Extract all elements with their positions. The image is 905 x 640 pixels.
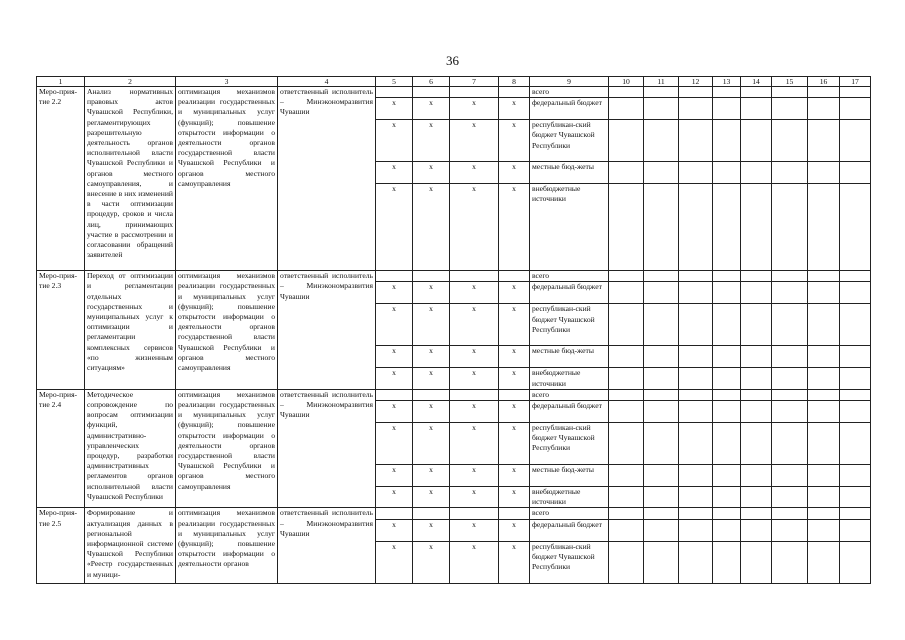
header-cell: 14 <box>741 77 772 87</box>
x-mark-cell <box>499 389 530 400</box>
x-mark-cell: x <box>376 98 413 120</box>
value-cell <box>772 519 808 541</box>
x-mark-cell <box>499 87 530 98</box>
value-cell <box>808 508 840 519</box>
x-mark-cell: x <box>376 282 413 304</box>
activity-name: Формирование и актуализация данных в региональной информационной системе Чувашской Республики «Реестр государственных и муници- <box>85 508 176 583</box>
x-mark-cell: x <box>499 423 530 465</box>
funding-source: местные бюд-жеты <box>530 465 609 487</box>
value-cell <box>741 98 772 120</box>
value-cell <box>644 282 679 304</box>
value-cell <box>772 98 808 120</box>
value-cell <box>609 423 644 465</box>
value-cell <box>808 271 840 282</box>
value-cell <box>679 487 713 508</box>
value-cell <box>679 465 713 487</box>
value-cell <box>840 184 871 271</box>
value-cell <box>808 346 840 368</box>
table-row <box>37 271 871 282</box>
header-cell: 17 <box>840 77 871 87</box>
value-cell <box>808 304 840 346</box>
x-mark-cell: x <box>413 368 450 389</box>
x-mark-cell: x <box>450 184 499 271</box>
value-cell <box>609 184 644 271</box>
x-mark-cell: x <box>450 98 499 120</box>
value-cell <box>808 465 840 487</box>
value-cell <box>713 465 741 487</box>
value-cell <box>772 304 808 346</box>
value-cell <box>840 368 871 389</box>
x-mark-cell: x <box>499 519 530 541</box>
value-cell <box>713 271 741 282</box>
value-cell <box>808 389 840 400</box>
x-mark-cell <box>499 271 530 282</box>
funding-source: федеральный бюджет <box>530 401 609 423</box>
value-cell <box>772 389 808 400</box>
value-cell <box>644 98 679 120</box>
value-cell <box>609 519 644 541</box>
x-mark-cell: x <box>413 401 450 423</box>
value-cell <box>609 282 644 304</box>
activity-executor: ответственный исполнитель – Минэкономразвития Чувашии <box>278 389 376 508</box>
x-mark-cell: x <box>450 401 499 423</box>
table-row <box>37 87 871 98</box>
value-cell <box>741 519 772 541</box>
x-mark-cell <box>413 508 450 519</box>
table-row <box>37 389 871 400</box>
value-cell <box>741 87 772 98</box>
funding-source: республикан-ский бюджет Чувашской Республики <box>530 120 609 162</box>
value-cell <box>609 346 644 368</box>
value-cell <box>679 368 713 389</box>
x-mark-cell <box>376 87 413 98</box>
value-cell <box>644 162 679 184</box>
x-mark-cell: x <box>413 346 450 368</box>
value-cell <box>840 87 871 98</box>
x-mark-cell: x <box>413 120 450 162</box>
x-mark-cell: x <box>376 401 413 423</box>
funding-source: всего <box>530 389 609 400</box>
x-mark-cell <box>499 508 530 519</box>
value-cell <box>840 282 871 304</box>
value-cell <box>840 162 871 184</box>
value-cell <box>644 87 679 98</box>
value-cell <box>840 519 871 541</box>
value-cell <box>644 541 679 583</box>
x-mark-cell: x <box>413 282 450 304</box>
value-cell <box>741 120 772 162</box>
x-mark-cell <box>450 87 499 98</box>
x-mark-cell: x <box>450 465 499 487</box>
value-cell <box>741 304 772 346</box>
value-cell <box>772 184 808 271</box>
value-cell <box>679 184 713 271</box>
value-cell <box>741 389 772 400</box>
value-cell <box>840 271 871 282</box>
x-mark-cell: x <box>450 346 499 368</box>
funding-source: республикан-ский бюджет Чувашской Республики <box>530 304 609 346</box>
value-cell <box>741 465 772 487</box>
activity-label: Меро-прия-тие 2.5 <box>37 508 85 583</box>
x-mark-cell: x <box>450 282 499 304</box>
activity-goal: оптимизация механизмов реализации государственных и муниципальных услуг (функций); повышение открытости информации о деятельности органов государственной власти Чувашской Республики и органов местного самоуправления <box>176 87 278 271</box>
value-cell <box>741 487 772 508</box>
value-cell <box>713 98 741 120</box>
header-cell: 15 <box>772 77 808 87</box>
value-cell <box>609 487 644 508</box>
x-mark-cell: x <box>499 487 530 508</box>
value-cell <box>644 465 679 487</box>
value-cell <box>741 271 772 282</box>
value-cell <box>840 541 871 583</box>
value-cell <box>609 98 644 120</box>
value-cell <box>713 487 741 508</box>
funding-source: местные бюд-жеты <box>530 162 609 184</box>
activity-label: Меро-прия-тие 2.3 <box>37 271 85 390</box>
value-cell <box>713 120 741 162</box>
funding-source: республикан-ский бюджет Чувашской Республики <box>530 541 609 583</box>
page-number: 36 <box>446 53 459 68</box>
funding-source: всего <box>530 508 609 519</box>
value-cell <box>840 487 871 508</box>
value-cell <box>713 368 741 389</box>
value-cell <box>713 508 741 519</box>
activity-executor: ответственный исполнитель – Минэкономразвития Чувашии <box>278 87 376 271</box>
value-cell <box>713 282 741 304</box>
x-mark-cell: x <box>450 519 499 541</box>
value-cell <box>609 304 644 346</box>
value-cell <box>808 282 840 304</box>
x-mark-cell: x <box>376 184 413 271</box>
value-cell <box>808 541 840 583</box>
x-mark-cell: x <box>376 368 413 389</box>
header-cell: 4 <box>278 77 376 87</box>
activity-executor: ответственный исполнитель – Минэкономразвития Чувашии <box>278 271 376 390</box>
x-mark-cell <box>450 389 499 400</box>
activity-label: Меро-прия-тие 2.2 <box>37 87 85 271</box>
header-cell: 7 <box>450 77 499 87</box>
x-mark-cell: x <box>413 519 450 541</box>
x-mark-cell: x <box>413 423 450 465</box>
value-cell <box>644 271 679 282</box>
activity-goal: оптимизация механизмов реализации государственных и муниципальных услуг (функций); повышение открытости информации о деятельности органов государственной власти Чувашской Республики и органов местного самоуправления <box>176 271 278 390</box>
value-cell <box>772 282 808 304</box>
value-cell <box>772 401 808 423</box>
x-mark-cell: x <box>376 346 413 368</box>
value-cell <box>644 120 679 162</box>
x-mark-cell: x <box>499 368 530 389</box>
value-cell <box>713 304 741 346</box>
value-cell <box>644 304 679 346</box>
x-mark-cell: x <box>499 465 530 487</box>
value-cell <box>713 184 741 271</box>
x-mark-cell: x <box>499 401 530 423</box>
x-mark-cell: x <box>376 541 413 583</box>
value-cell <box>840 389 871 400</box>
x-mark-cell: x <box>450 368 499 389</box>
value-cell <box>679 508 713 519</box>
value-cell <box>713 423 741 465</box>
header-cell: 10 <box>609 77 644 87</box>
value-cell <box>609 162 644 184</box>
funding-source: федеральный бюджет <box>530 519 609 541</box>
value-cell <box>840 508 871 519</box>
value-cell <box>679 87 713 98</box>
value-cell <box>644 389 679 400</box>
value-cell <box>644 401 679 423</box>
value-cell <box>679 541 713 583</box>
x-mark-cell: x <box>450 423 499 465</box>
activity-label: Меро-прия-тие 2.4 <box>37 389 85 508</box>
value-cell <box>609 389 644 400</box>
value-cell <box>609 465 644 487</box>
value-cell <box>713 401 741 423</box>
value-cell <box>644 346 679 368</box>
x-mark-cell: x <box>376 162 413 184</box>
value-cell <box>741 423 772 465</box>
header-cell: 12 <box>679 77 713 87</box>
value-cell <box>741 401 772 423</box>
value-cell <box>679 162 713 184</box>
x-mark-cell: x <box>376 519 413 541</box>
value-cell <box>679 519 713 541</box>
value-cell <box>772 368 808 389</box>
value-cell <box>808 120 840 162</box>
x-mark-cell: x <box>499 282 530 304</box>
value-cell <box>609 368 644 389</box>
value-cell <box>679 120 713 162</box>
funding-source: федеральный бюджет <box>530 282 609 304</box>
x-mark-cell <box>376 508 413 519</box>
value-cell <box>644 423 679 465</box>
table-body <box>37 77 871 584</box>
x-mark-cell: x <box>413 98 450 120</box>
header-cell: 9 <box>530 77 609 87</box>
x-mark-cell: x <box>499 346 530 368</box>
activity-executor: ответственный исполнитель – Минэкономразвития Чувашии <box>278 508 376 583</box>
value-cell <box>840 304 871 346</box>
x-mark-cell <box>413 389 450 400</box>
value-cell <box>609 401 644 423</box>
header-cell: 2 <box>85 77 176 87</box>
value-cell <box>609 87 644 98</box>
header-cell: 8 <box>499 77 530 87</box>
value-cell <box>679 401 713 423</box>
value-cell <box>741 282 772 304</box>
activity-goal: оптимизация механизмов реализации государственных и муниципальных услуг (функций); повышение открытости информации о деятельности органов <box>176 508 278 583</box>
value-cell <box>808 98 840 120</box>
funding-source: федеральный бюджет <box>530 98 609 120</box>
value-cell <box>713 162 741 184</box>
value-cell <box>840 346 871 368</box>
value-cell <box>840 465 871 487</box>
header-cell: 11 <box>644 77 679 87</box>
activity-goal: оптимизация механизмов реализации государственных и муниципальных услуг (функций); повышение открытости информации о деятельности органов государственной власти Чувашской Республики и органов местного самоуправления <box>176 389 278 508</box>
value-cell <box>679 304 713 346</box>
value-cell <box>772 423 808 465</box>
x-mark-cell: x <box>499 184 530 271</box>
value-cell <box>772 346 808 368</box>
x-mark-cell: x <box>413 487 450 508</box>
value-cell <box>609 120 644 162</box>
value-cell <box>644 487 679 508</box>
value-cell <box>679 282 713 304</box>
x-mark-cell <box>413 87 450 98</box>
value-cell <box>644 368 679 389</box>
header-cell: 13 <box>713 77 741 87</box>
value-cell <box>679 271 713 282</box>
x-mark-cell: x <box>499 541 530 583</box>
activity-name: Переход от оптимизации и регламентации отдельных государственных и муниципальных услуг к оптимизации и регламентации комплексных сервисов «по жизненным ситуациям» <box>85 271 176 390</box>
value-cell <box>741 184 772 271</box>
header-cell: 1 <box>37 77 85 87</box>
activity-name: Методическое сопровождение по вопросам оптимизации функций, административно-управленческих процедур, разработки административных регламентов органов исполнительной власти Чувашской Республики <box>85 389 176 508</box>
x-mark-cell: x <box>450 487 499 508</box>
funding-source: внебюджетные источники <box>530 184 609 271</box>
value-cell <box>741 162 772 184</box>
value-cell <box>644 508 679 519</box>
x-mark-cell: x <box>499 120 530 162</box>
value-cell <box>808 87 840 98</box>
x-mark-cell: x <box>376 304 413 346</box>
x-mark-cell: x <box>450 162 499 184</box>
x-mark-cell: x <box>376 487 413 508</box>
value-cell <box>772 508 808 519</box>
header-cell: 5 <box>376 77 413 87</box>
value-cell <box>808 184 840 271</box>
x-mark-cell: x <box>376 465 413 487</box>
value-cell <box>840 423 871 465</box>
value-cell <box>679 423 713 465</box>
value-cell <box>808 368 840 389</box>
value-cell <box>808 487 840 508</box>
x-mark-cell: x <box>413 465 450 487</box>
value-cell <box>840 98 871 120</box>
value-cell <box>741 541 772 583</box>
funding-source: внебюджетные источники <box>530 487 609 508</box>
value-cell <box>713 541 741 583</box>
header-cell: 3 <box>176 77 278 87</box>
value-cell <box>679 389 713 400</box>
x-mark-cell <box>376 271 413 282</box>
value-cell <box>713 87 741 98</box>
funding-source: внебюджетные источники <box>530 368 609 389</box>
x-mark-cell: x <box>413 304 450 346</box>
value-cell <box>772 87 808 98</box>
value-cell <box>772 271 808 282</box>
header-row <box>37 77 871 87</box>
value-cell <box>808 401 840 423</box>
value-cell <box>772 541 808 583</box>
x-mark-cell: x <box>499 304 530 346</box>
value-cell <box>772 465 808 487</box>
x-mark-cell <box>450 508 499 519</box>
x-mark-cell: x <box>376 423 413 465</box>
header-cell: 6 <box>413 77 450 87</box>
funding-source: всего <box>530 87 609 98</box>
value-cell <box>644 519 679 541</box>
x-mark-cell: x <box>450 120 499 162</box>
value-cell <box>808 423 840 465</box>
funding-source: республикан-ский бюджет Чувашской Республики <box>530 423 609 465</box>
value-cell <box>679 98 713 120</box>
value-cell <box>713 346 741 368</box>
funding-source: местные бюд-жеты <box>530 346 609 368</box>
value-cell <box>840 401 871 423</box>
value-cell <box>609 541 644 583</box>
x-mark-cell: x <box>499 98 530 120</box>
value-cell <box>679 346 713 368</box>
x-mark-cell: x <box>499 162 530 184</box>
value-cell <box>808 162 840 184</box>
activity-name: Анализ нормативных правовых актов Чувашской Республики, регламентирующих разрешительную деятельность органов исполнительной власти Чувашской Республики и органов местного самоуправления, и внесение в них изменений в части оптимизации процедур, сроков и числа лиц, принимающих участие в рассмотрении и согласовании обращений заявителей <box>85 87 176 271</box>
header-cell: 16 <box>808 77 840 87</box>
value-cell <box>713 519 741 541</box>
value-cell <box>741 508 772 519</box>
x-mark-cell: x <box>413 162 450 184</box>
value-cell <box>808 519 840 541</box>
funding-source: всего <box>530 271 609 282</box>
value-cell <box>713 389 741 400</box>
program-activities-table <box>36 76 871 584</box>
x-mark-cell <box>450 271 499 282</box>
value-cell <box>609 508 644 519</box>
x-mark-cell <box>376 389 413 400</box>
x-mark-cell: x <box>413 184 450 271</box>
x-mark-cell: x <box>413 541 450 583</box>
value-cell <box>609 271 644 282</box>
x-mark-cell: x <box>450 541 499 583</box>
value-cell <box>772 120 808 162</box>
x-mark-cell: x <box>450 304 499 346</box>
value-cell <box>741 368 772 389</box>
x-mark-cell <box>413 271 450 282</box>
value-cell <box>840 120 871 162</box>
value-cell <box>741 346 772 368</box>
value-cell <box>772 162 808 184</box>
table-row <box>37 508 871 519</box>
x-mark-cell: x <box>376 120 413 162</box>
value-cell <box>644 184 679 271</box>
value-cell <box>772 487 808 508</box>
